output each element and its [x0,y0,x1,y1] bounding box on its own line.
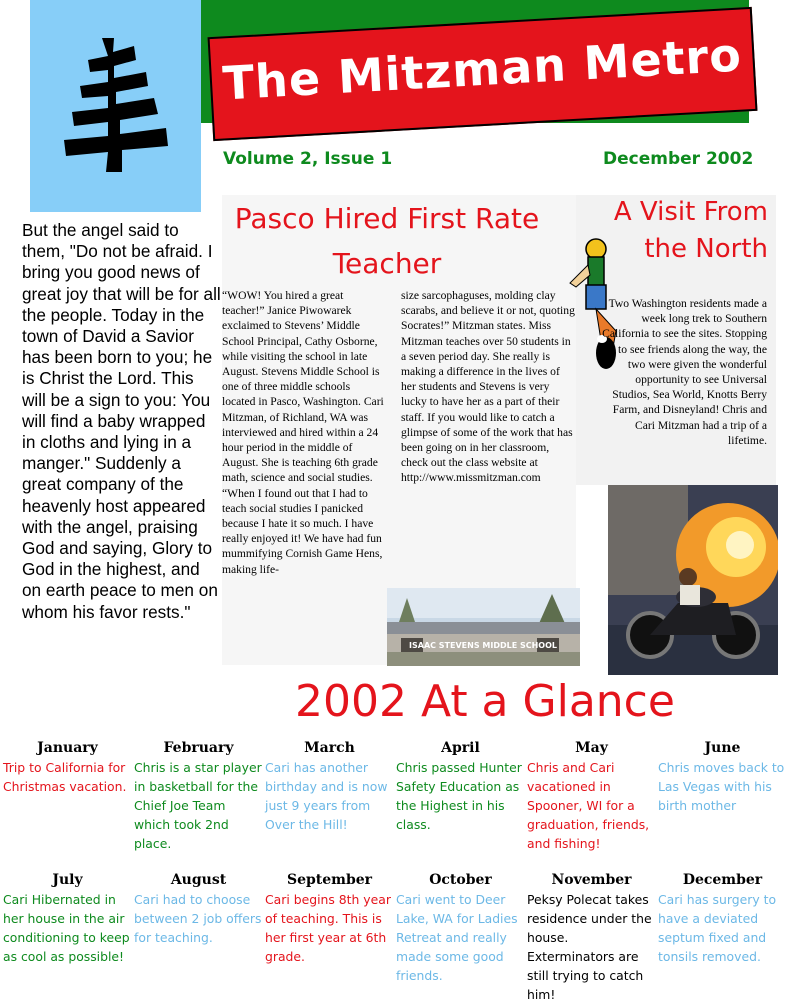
month-name: March [304,740,355,756]
scripture-verse: But the angel said to them, "Do not be afraid. I bring you good news of great joy that will be for all the people. Today in the town of David a Savior has been born to you; he is Christ the Lord. This will be a sign to you: You will find a baby wrapped in cloths and lying in a manger." Suddenly a great company of the heavenly host appeared with the angel, praising God and saying, Glory to God in the highest, and on earth peace to men on whom his favor rests." [22,220,221,622]
month-august [134,872,263,947]
issue-date: December 2002 [603,149,754,169]
month-name: January [37,740,98,756]
month-name: June [704,740,741,756]
newsletter-title: The Mitzman Metro [221,27,744,111]
visit-title-line-2: the North [644,234,768,264]
article-column-2: size sarcophaguses, molding clay scarabs, and believe it or not, quoting Socrates!” Mitzman states. Miss Mitzman teaches over 50 students in a seven period day. She really is making a difference in the lives of her students and Stevens is very lucky to have her as a part of their staff. If you would like to catch a glimpse of some of the work that has been going on in her classroom, check out the class website at http://www.missmitzman.com [401,289,575,485]
month-event: Cari has another birthday and is now just 9 years from Over the Hill! [265,760,388,832]
month-name: December [682,872,763,888]
month-event: Cari Hibernated in her house in the air conditioning to keep as cool as possible! [3,892,130,964]
month-name: July [52,872,83,888]
month-name: November [551,872,632,888]
month-event: Cari went to Deer Lake, WA for Ladies Retreat and really made some good friends. [396,892,518,983]
month-event: Cari had to choose between 2 job offers for teaching. [134,892,262,945]
month-event: Chris and Cari vacationed in Spooner, WI for a graduation, friends, and fishing! [527,760,650,851]
month-name: April [441,740,480,756]
article-title: Pasco Hired First Rate Teacher [234,202,540,280]
month-april [396,740,525,834]
school-photo [387,588,580,666]
month-september [265,872,394,966]
christmas-tree-logo [30,0,201,212]
month-may [527,740,656,853]
month-event: Chris is a star player in basketball for the Chief Joe Team which took 2nd place. [134,760,262,851]
month-name: May [575,740,608,756]
month-event: Chris moves back to Las Vegas with his birth mother [658,760,785,813]
month-july [3,872,132,966]
month-event: Cari begins 8th year of teaching. This is her first year at 6th grade. [265,892,391,964]
month-event: Peksy Polecat takes residence under the house. Exterminators are still trying to catch him! [527,892,652,1002]
month-event: Cari has surgery to have a deviated septum fixed and tonsils removed. [658,892,777,964]
issue-volume: Volume 2, Issue 1 [223,149,393,169]
month-name: September [286,872,373,888]
tree-icon [64,38,168,172]
month-february [134,740,263,853]
month-december [658,872,787,966]
month-october [396,872,525,985]
month-june [658,740,787,815]
month-event: Chris passed Hunter Safety Education as the Highest in his class. [396,760,522,832]
month-event: Trip to California for Christmas vacation. [3,760,127,794]
visit-article-text: Two Washington residents made a week long trek to Southern California to see the sites. Stopping to see friends along the way, the two were given the wonderful opportunity to see Universal Studios, Sea World, Knotts Berry Farm, and Disneyland! Chris and Cari Mitzman had a trip of a lifetime. [602,297,767,447]
month-january [3,740,132,796]
visit-title-line-1: A Visit From [613,197,768,227]
month-name: August [170,872,227,888]
school-sign-text: ISAAC STEVENS MIDDLE SCHOOL [409,641,557,650]
month-name: February [163,740,234,756]
month-november [527,872,656,1004]
article-column-1: “WOW! You hired a great teacher!” Janice Piwowarek exclaimed to Stevens’ Middle School Principal, Cathy Osborne, while visiting the school in late August. Stevens Middle School is one of three middle schools located in Pasco, Washington. Cari Mitzman, of Richland, WA was interviewed and hired within a 24 hour period in the middle of August. She is teaching 6th grade math, science and social studies. “When I found out that I had to teach social studies I panicked because I hate it so much. I have really enjoyed it! We have had fun mummifying Cornish Game Hens, making life- [222,289,384,576]
month-name: October [429,872,492,888]
motorcycle-photo [608,485,778,675]
glance-title: 2002 At a Glance [295,676,675,727]
month-march [265,740,394,834]
